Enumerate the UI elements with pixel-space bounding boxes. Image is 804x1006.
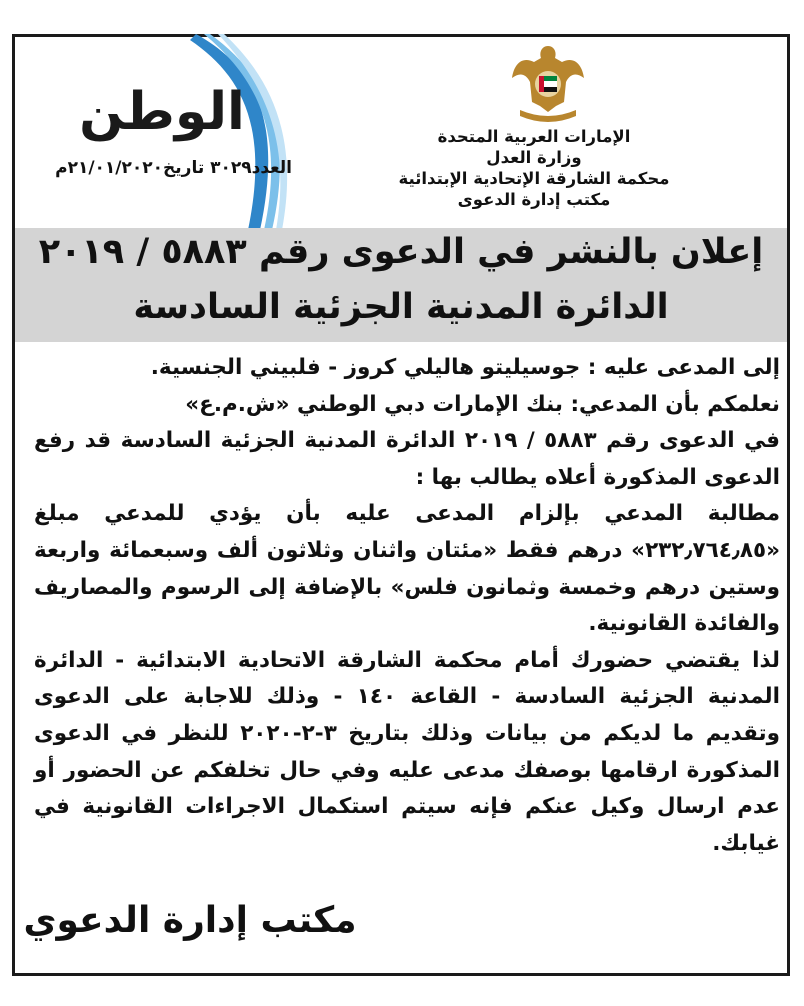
body-paragraph-plaintiff: نعلمكم بأن المدعي: بنك الإمارات دبي الوطني «ش.م.ع» (185, 391, 780, 417)
authority-line-court: محكمة الشارقة الإتحادية الإبتدائية (398, 169, 670, 188)
authority-line-ministry: وزارة العدل (486, 148, 582, 167)
newspaper-name: الوطن (79, 82, 245, 142)
body-paragraph-claim: مطالبة المدعي بإلزام المدعى عليه بأن يؤدي للمدعي مبلغ «٢٣٢٫٧٦٤٫٨٥» درهم فقط «مئتان واثنان وثلاثون ألف وسبعمائة واربعة وستين درهم وخمسة وثمانون فلس» بالإضافة إلى الرسوم والمصاريف والفائدة القانونية. (34, 501, 780, 637)
authority-line-country: الإمارات العربية المتحدة (437, 127, 631, 146)
body-paragraph-defendant: إلى المدعى عليه : جوسيليتو هاليلي كروز - فلبيني الجنسية. (150, 355, 780, 380)
body-paragraph-summons: لذا يقتضي حضورك أمام محكمة الشارقة الاتحادية الابتدائية - الدائرة المدنية الجزئية السادسة - القاعة ١٤٠ - وذلك للاجابة على الدعوى وتقديم ما لديكم من بيانات وذلك بتاريخ ٣-٢-٢٠٢٠ للنظر في الدعوى المذكورة ارقامها بوصفك مدعى عليه وفي حال تخلفكم عن الحضور أو عدم ارسال وكيل عنكم فإنه سيتم استكمال الاجراءات القانونية في غيابك. (34, 647, 780, 856)
signature-office: مكتب إدارة الدعوي (23, 900, 357, 941)
notice-body (34, 350, 780, 862)
authority-line-office: مكتب إدارة الدعوى (457, 190, 611, 209)
uae-emblem-icon (510, 42, 586, 124)
issuing-authority (360, 126, 708, 210)
issue-date-line: العدد٣٠٢٩ تاريخ٢١/٠١/٢٠٢٠م (55, 158, 292, 178)
notice-title: إعلان بالنشر في الدعوى رقم ٥٨٨٣ / ٢٠١٩ (38, 232, 764, 272)
notice-subtitle: الدائرة المدنية الجزئية السادسة (133, 287, 669, 327)
body-paragraph-case: في الدعوى رقم ٥٨٨٣ / ٢٠١٩ الدائرة المدنية الجزئية السادسة قد رفع الدعوى المذكورة أعلاه يطالب بها : (34, 428, 780, 490)
